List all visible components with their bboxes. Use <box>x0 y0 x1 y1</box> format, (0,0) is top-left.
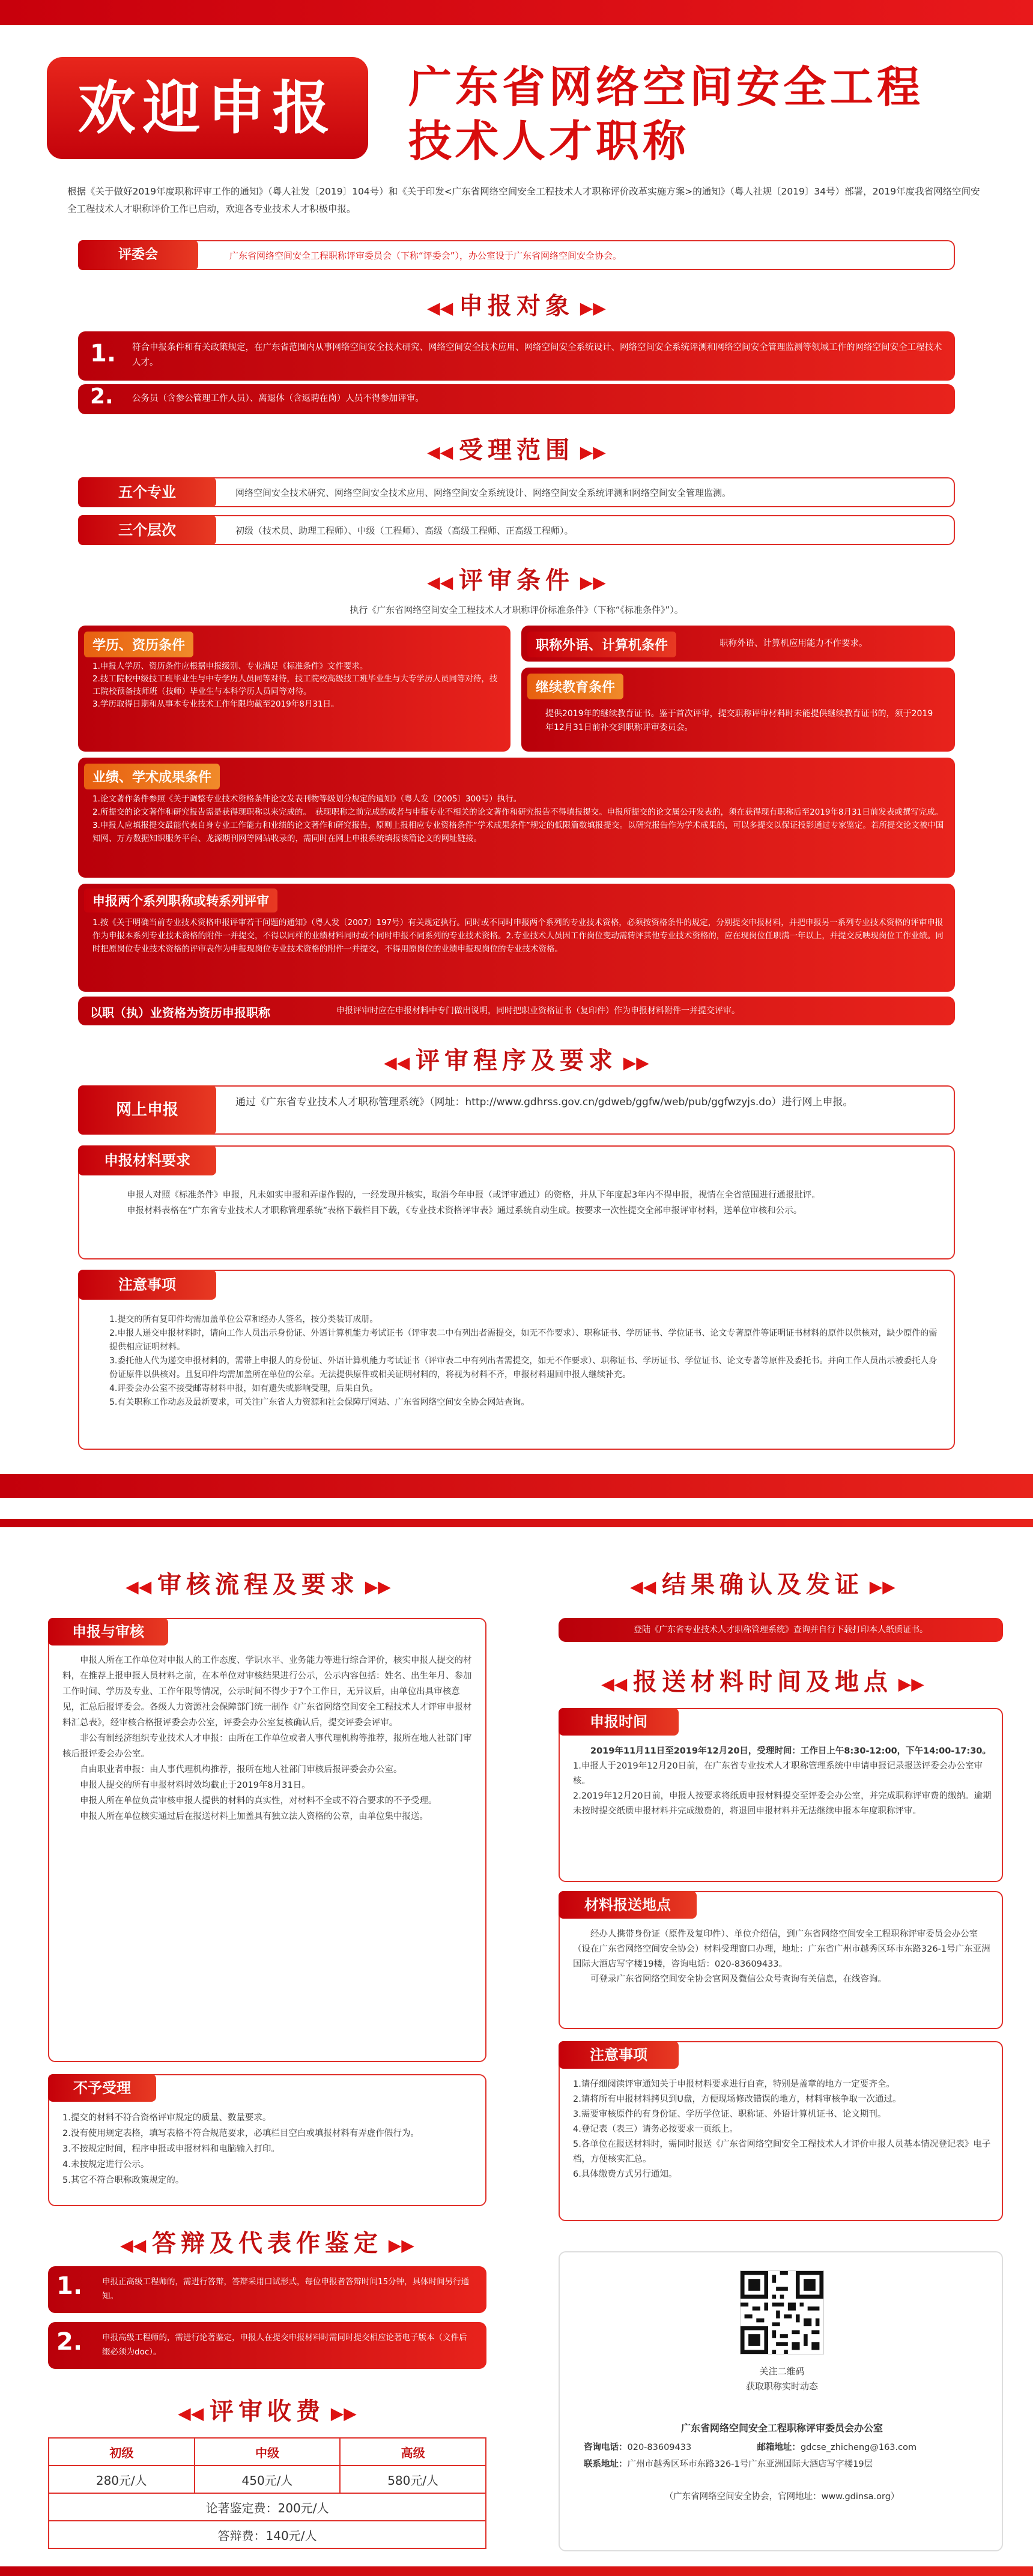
section-result-title: ◀◀ 结果确认及发证 ▶▶ <box>630 1570 895 1599</box>
review-verify-label: 申报与审核 <box>48 1618 168 1645</box>
review-title-text: 审核流程及要求 <box>157 1570 359 1599</box>
section-submission-title: ◀◀ 报送材料时间及地点 ▶▶ <box>601 1668 924 1696</box>
review-verify-line-1: 申报人所在工作单位对申报人的工作态度、学识水平、业务能力等进行综合评价，核实申报人提交的材料，在推荐上报申报人员材料之前，在本单位对审核结果进行公示，公示内容包括：姓名、出生年月、参加工作时间、学历及专业、工作年限等情况，公示时间不得少于7个工作日，无异议后，由单位出具审核意见，汇总后报评委会。各级人力资源社会保障部门统一制作《广东省网络空间安全工程技术人才评审申报材料汇总表》，经审核合格报评委会办公室，评委会办公室复核确认后，提交评委会评审。 <box>62 1656 472 1728</box>
cond-performance-line-3: 3.申报人应填报提交最能代表自身专业工作能力和业绩的论文著作和研究报告，原则上报相应专业资格条件“学术成果条件”规定的低限篇数填报提交。以研究报告作为学术成果的，可以多提交以保证投影通过专家鉴定。若所提交论文被中国知网、万方数据知识服务平台、龙源期刊网等网站收录的，需同时在网上申报系统填报该篇论文的网址链接。 <box>92 821 944 843</box>
cond-continuing-panel <box>521 668 955 752</box>
scope-text-1: 网络空间安全技术研究、网络空间安全技术应用、网络空间安全系统设计、网络空间安全系统评测和网络空间安全管理监测。 <box>235 487 732 498</box>
fee-header-senior: 高级 <box>340 2438 486 2466</box>
submit-place-line-2: 可登录广东省网络空间安全协会官网及微信公众号查询有关信息，在线咨询。 <box>590 1974 886 1984</box>
review-verify-line-5: 申报人所在单位负责审核申报人提供的材料的真实性，对材料不全或不符合要求的不予受理。 <box>80 1796 437 1806</box>
defense-num-1: 1. <box>56 2272 83 2300</box>
divider-bar-1 <box>0 1474 1033 1498</box>
reject-line-1: 1.提交的材料不符合资格评审规定的质量、数量要求。 <box>62 2113 271 2123</box>
submit-place-label: 材料报送地点 <box>559 1891 697 1919</box>
proc-online-text: 通过《广东省专业技术人才职称管理系统》（网址：http://www.gdhrss.gov.cn/gdweb/ggfw/web/pub/ggfwzyjs.do）进行网上申报。 <box>235 1096 853 1108</box>
committee-box <box>78 240 955 270</box>
section-scope-title: ◀◀ 受理范围 ▶▶ <box>427 436 606 464</box>
target-text-1: 符合申报条件和有关政策规定，在广东省范围内从事网络空间安全技术研究、网络空间安全技术应用、网络空间安全系统设计、网络空间安全系统评测和网络空间安全管理监测等领域工作的网络空间安全工程技术人才。 <box>132 343 942 367</box>
reject-line-3: 3.不按规定时间，程序申报或申报材料和电脑输入打印。 <box>62 2144 280 2154</box>
proc-notes-text <box>109 1313 938 1410</box>
submit-note-4: 4.登记表（表三）请务必按要求一页纸上。 <box>573 2125 738 2134</box>
fees-title-text: 评审收费 <box>210 2397 325 2425</box>
proc-note-4: 4.评委会办公室不接受邮寄材料申报，如有遗失或影响受理，后果自负。 <box>109 1384 378 1393</box>
cond-performance-line-1: 1.论文著作条件参照《关于调整专业技术资格条件论文发表刊物等级划分规定的通知》（粤人发〔2005〕300号）执行。 <box>92 794 522 804</box>
target-num-2: 2. <box>90 384 114 409</box>
proc-materials-line-2: 申报材料表格在“广东省专业技术人才职称管理系统”表格下载栏目下载，《专业技术资格评审表》通过系统自动生成。按要求一次性提交全部申报评审材料，送单位审核和公示。 <box>127 1206 802 1216</box>
targets-title-text: 申报对象 <box>459 292 574 320</box>
cond-performance-panel <box>78 758 955 878</box>
submit-place-text <box>573 1927 993 1987</box>
submit-note-1: 1.请仔细阅读评审通知关于申报材料要求进行自查，特别是盖章的地方一定要齐全。 <box>573 2080 895 2089</box>
defense-item-1 <box>48 2266 486 2313</box>
cond-education-line-1: 1.申报人学历、资历条件应根据申报级别、专业满足《标准条件》文件要求。 <box>92 662 368 671</box>
review-verify-box <box>48 1618 486 2062</box>
submit-place-line-1: 经办人携带身份证（原件及复印件）、单位介绍信，到广东省网络空间安全工程职称评审委员会办公室（设在广东省网络空间安全协会）材料受理窗口办理，地址：广东省广州市越秀区环市东路326-1号广东亚洲国际大酒店写字楼19楼，咨询电话：020-83609433。 <box>573 1929 990 1969</box>
footer-addr-label: 联系地址： <box>584 2460 628 2469</box>
proc-materials-text <box>109 1187 938 1219</box>
cond-education-line-3: 3.学历取得日期和从事本专业技术工作年限均截至2019年8月31日。 <box>92 699 339 709</box>
section-targets-title: ◀◀ 申报对象 ▶▶ <box>427 292 606 320</box>
cond-performance-label: 业绩、学术成果条件 <box>84 764 220 789</box>
footer-note: （广东省网络空间安全协会，官网地址：www.gdinsa.org） <box>664 2492 900 2502</box>
submit-time-line-2: 1.申报人于2019年12月20日前，在广东省专业技术人才职称管理系统中申请申报记录报送评委会办公室审核。 <box>573 1761 983 1786</box>
submit-time-text <box>573 1744 993 1819</box>
footer-phone: 020-83609433 <box>627 2443 692 2452</box>
cond-education-panel <box>78 626 510 752</box>
review-verify-line-3: 自由职业者申报：由人事代理机构推荐，报所在地人社部门审核后报评委会办公室。 <box>80 1765 402 1775</box>
cond-dual-text: 1.按《关于明确当前专业技术资格申报评审若干问题的通知》（粤人发〔2007〕197号）有关规定执行。同时或不同时申报两个系列的专业技术资格，必须按资格条件的规定，分别提交申报材料，并把申报另一系列专业技术资格的评审申报作为申报本系列专业技术资格的附件一并提交，不得以同样的业绩材料同时或不同时申报不同系列的专业技术资格。2.专业技术人员因工作岗位变动需转评其他专业技术资格的，应在现岗位任职满一年以上，并提交反映现岗位工作业绩。同时把原岗位专业技术资格的评审表作为申报现岗位专业技术资格的附件一并提交，不得用原岗位的业绩申报现岗位的专业技术资格。 <box>92 918 944 954</box>
committee-text: 广东省网络空间安全工程职称评审委员会（下称“评委会”），办公室设于广东省网络空间安全协会。 <box>229 250 622 261</box>
cond-qualify-text: 申报评审时应在申报材料中专门做出说明，同时把职业资格证书（复印件）作为申报材料附件一并提交评审。 <box>336 1006 740 1016</box>
qr-caption-1: 关注二维码 <box>759 2366 805 2377</box>
section-procedure-title: ◀◀ 评审程序及要求 ▶▶ <box>384 1046 649 1075</box>
submit-time-line-1: 2019年11月11日至2019年12月20日，受理时间：工作日上午8:30-12:00，下午14:00-17:30。 <box>590 1746 991 1756</box>
defense-item-2 <box>48 2322 486 2369</box>
page-title <box>408 60 1009 168</box>
proc-online-label: 网上申报 <box>78 1085 216 1135</box>
footer-phone-label: 咨询电话： <box>584 2443 628 2452</box>
defense-text-1: 申报正高级工程师的，需进行答辩，答辩采用口试形式，每位申报者答辩时间15分钟，具体时间另行通知。 <box>102 2277 470 2301</box>
section-fees-title: ◀◀ 评审收费 ▶▶ <box>178 2397 357 2425</box>
submit-notes-label: 注意事项 <box>559 2041 679 2069</box>
proc-note-3: 3.委托他人代为递交申报材料的，需带上申报人的身份证、外语计算机能力考试证书（评审表二中有列出者需提交，如无不作要求）、职称证书、学历证书、学位证书、论文专著等原件及委托书。并向工作人员出示被委托人身份证原件以供核对。且复印件均需加盖所在单位的公章。无法提供原件或相关证明材料的，将视为材料不齐，申报材料退回申报人继续补充。 <box>109 1356 938 1380</box>
footer-addr-row <box>584 2457 992 2472</box>
scope-label-2: 三个层次 <box>78 515 216 545</box>
review-verify-line-6: 申报人所在单位核实通过后在报送材料上加盖具有独立法人资格的公章，由单位集中报送。 <box>80 1812 428 1821</box>
fee-header-middle: 中级 <box>195 2438 341 2466</box>
cond-qualify-panel <box>78 997 955 1025</box>
submit-notes-text <box>573 2077 993 2182</box>
title-line-1: 广东省网络空间安全工程 <box>408 61 924 112</box>
proc-materials-label: 申报材料要求 <box>78 1145 216 1175</box>
qr-code-icon[interactable] <box>740 2270 824 2354</box>
cond-dual-label: 申报两个系列职称或转系列评审 <box>84 888 277 912</box>
section-review-title: ◀◀ 审核流程及要求 ▶▶ <box>126 1570 391 1599</box>
review-verify-line-4: 申报人提交的所有申报材料时效均截止于2019年8月31日。 <box>80 1781 311 1790</box>
bottom-bar <box>0 2566 1033 2576</box>
reject-line-5: 5.其它不符合职称政策规定的。 <box>62 2176 184 2185</box>
section-defense-title: ◀◀ 答辩及代表作鉴定 ▶▶ <box>120 2229 414 2257</box>
submit-time-line-3: 2.2019年12月20日前，申报人按要求将纸质申报材料提交至评委会办公室，并完成职称评审费的缴纳。逾期未按时提交纸质申报材料并完成缴费的，将退回申报材料并无法继续申报本年度职称评审。 <box>573 1791 992 1816</box>
submit-note-2: 2.请将所有申报材料拷贝到U盘，方便现场修改错误的地方，材料审核争取一次通过。 <box>573 2095 901 2104</box>
proc-materials-line-1: 申报人对照《标准条件》申报，凡未如实申报和弄虚作假的，一经发现并核实，取消今年申报（或评审通过）的资格，并从下年度起3年内不得申报，视情在全省范围进行通报批评。 <box>127 1190 820 1200</box>
footer-email-label: 邮箱地址： <box>757 2443 801 2452</box>
target-item-1 <box>78 331 955 381</box>
submit-note-5: 5.各单位在报送材料时，需同时报送《广东省网络空间安全工程技术人才评价申报人员基本情况登记表》电子档，方便核实汇总。 <box>573 2140 991 2164</box>
cond-language-text: 职称外语、计算机应用能力不作要求。 <box>719 639 868 648</box>
procedure-title-text: 评审程序及要求 <box>416 1046 617 1075</box>
submit-note-6: 6.具体缴费方式另行通知。 <box>573 2170 677 2179</box>
cond-performance-line-2: 2.所提交的论文著作和研究报告需是获得现职称以来完成的。 获现职称之前完成的或者与申报专业不相关的论文著作和研究报告不得填报提交。申报所提交的论文属公开发表的，须在获得现有职称后至2019年8月31日前发表或撰写完成。 <box>92 807 944 817</box>
submission-title-text: 报送材料时间及地点 <box>633 1668 892 1696</box>
cond-education-label: 学历、资历条件 <box>84 632 193 657</box>
result-title-text: 结果确认及发证 <box>662 1570 864 1599</box>
proc-note-5: 5.有关职称工作动态及最新要求，可关注广东省人力资源和社会保障厅网站、广东省网络空间安全协会网站查询。 <box>109 1398 530 1407</box>
footer-addr: 广州市越秀区环市东路326-1号广东亚洲国际大酒店写字楼19层 <box>627 2460 873 2469</box>
fee-defense: 答辩费：140元/人 <box>49 2521 486 2548</box>
footer-org: 广东省网络空间安全工程职称评审委员会办公室 <box>680 2422 883 2434</box>
top-bar <box>0 0 1033 25</box>
contact-card <box>559 2251 1003 2551</box>
proc-note-1: 1.提交的所有复印件均需加盖单位公章和经办人签名，按分类装订成册。 <box>109 1315 378 1324</box>
fee-value-middle: 450元/人 <box>195 2466 341 2493</box>
qr-caption-2: 获取职称实时动态 <box>745 2381 818 2392</box>
defense-title-text: 答辩及代表作鉴定 <box>152 2229 383 2257</box>
fee-value-junior: 280元/人 <box>49 2466 195 2493</box>
scope-title-text: 受理范围 <box>459 436 574 464</box>
cond-language-panel <box>521 626 955 662</box>
cond-qualify-label: 以职（执）业资格为资历申报职称 <box>90 1006 270 1020</box>
footer-email: gdcse_zhicheng@163.com <box>800 2443 917 2452</box>
cond-continuing-label: 继续教育条件 <box>527 674 623 699</box>
scope-text-2: 初级（技术员、助理工程师）、中级（工程师）、高级（高级工程师、正高级工程师）。 <box>235 525 574 536</box>
fees-table <box>48 2437 486 2549</box>
cond-performance-text <box>92 792 945 845</box>
divider-bar-2 <box>0 1519 1033 1527</box>
target-item-2 <box>78 384 955 414</box>
committee-label: 评委会 <box>78 240 198 270</box>
conditions-title-text: 评审条件 <box>459 566 574 594</box>
scope-label-1: 五个专业 <box>78 477 216 507</box>
review-reject-text <box>62 2110 477 2188</box>
review-verify-text <box>62 1653 477 1824</box>
fee-paper: 论著鉴定费：200元/人 <box>49 2493 486 2521</box>
section-conditions-title: ◀◀ 评审条件 ▶▶ <box>427 566 606 594</box>
defense-num-2: 2. <box>56 2328 83 2356</box>
cond-language-label: 职称外语、计算机条件 <box>527 632 676 657</box>
submit-time-label: 申报时间 <box>559 1708 679 1736</box>
fee-value-senior: 580元/人 <box>340 2466 486 2493</box>
reject-line-2: 2.没有使用规定表格，填写表格不符合规范要求，必填栏目空白或填报材料有弄虚作假行为。 <box>62 2129 419 2138</box>
intro-text: 根据《关于做好2019年度职称评审工作的通知》（粤人社发〔2019〕104号）和《关于印发<广东省网络空间安全工程技术人才职称评价改革实施方案>的通知》（粤人社规〔2019〕34号）部署，2019年度我省网络空间安全工程技术人才职称评价工作已启动，欢迎各专业技术人才积极申报。 <box>67 186 980 214</box>
welcome-banner: 欢迎申报 <box>47 57 368 159</box>
result-panel <box>559 1618 1003 1642</box>
target-num-1: 1. <box>90 340 117 367</box>
cond-dual-panel <box>78 884 955 992</box>
title-line-2: 技术人才职称 <box>408 115 690 166</box>
review-reject-label: 不予受理 <box>48 2074 156 2102</box>
review-verify-line-2: 非公有制经济组织专业技术人才申报：由所在工作单位或者人事代理机构等推荐，报所在地人社部门审核后报评委会办公室。 <box>62 1734 472 1759</box>
conditions-subtitle: 执行《广东省网络空间安全工程技术人才职称评价标准条件》（下称“《标准条件》”）。 <box>350 605 683 615</box>
cond-education-text <box>92 660 501 711</box>
defense-text-2: 申报高级工程师的，需进行论著鉴定，申报人在提交申报材料时需同时提交相应论著电子版本（文件后缀必须为doc）。 <box>102 2333 467 2357</box>
cond-continuing-text: 提供2019年的继续教育证书。鉴于首次评审，提交职称评审材料时未能提供继续教育证书的，须于2019年12月31日前补交到职称评审委员会。 <box>545 709 933 732</box>
proc-notes-label: 注意事项 <box>78 1270 216 1300</box>
result-text: 登陆《广东省专业技术人才职称管理系统》查询并自行下载打印本人纸质证书。 <box>634 1625 928 1635</box>
reject-line-4: 4.未按规定进行公示。 <box>62 2160 150 2170</box>
fee-header-junior: 初级 <box>49 2438 195 2466</box>
footer-contact-row <box>584 2440 992 2455</box>
cond-education-line-2: 2.技工院校中级技工班毕业生与中专学历人员同等对待，技工院校高级技工班毕业生与大专学历人员同等对待，技工院校预备技师班（技师）毕业生与本科学历人员同等对待。 <box>92 674 498 696</box>
submit-note-3: 3.需要审核原件的有身份证、学历学位证、职称证、外语计算机证书、论文期刊。 <box>573 2110 886 2119</box>
target-text-2: 公务员（含参公管理工作人员）、离退休（含返聘在岗）人员不得参加评审。 <box>132 394 424 403</box>
proc-note-2: 2.申报人递交申报材料时，请向工作人员出示身份证、外语计算机能力考试证书（评审表二中有列出者需提交，如无不作要求）、职称证书、学历证书、学位证书、论文专著原件等证明证书材料的原件以供核对，缺少原件的需提供相应证明材料。 <box>109 1329 938 1352</box>
